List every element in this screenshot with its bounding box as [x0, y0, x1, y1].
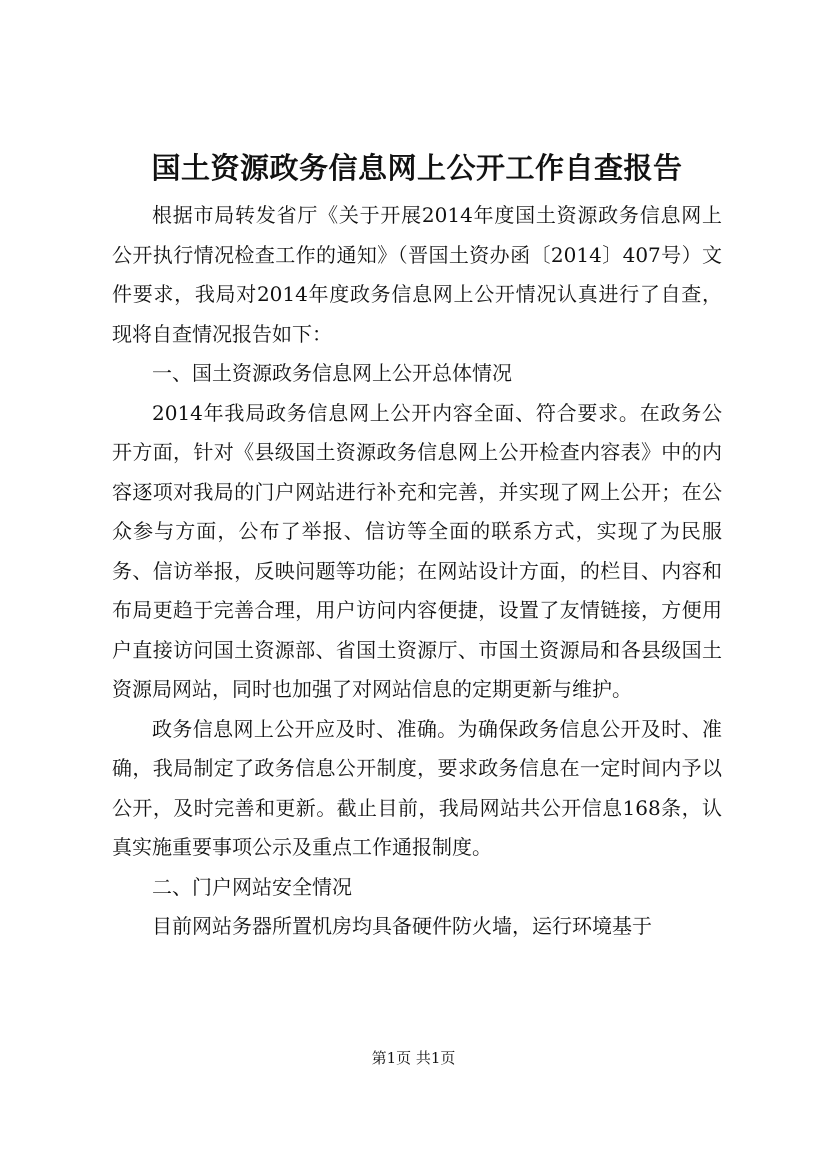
page-number-footer: 第1页 共1页 — [371, 1049, 456, 1067]
section-heading-1: 一、国土资源政务信息网上公开总体情况 — [152, 361, 512, 385]
body-paragraph-3: 目前网站务器所置机房均具备硬件防火墙，运行环境基于 — [152, 914, 652, 938]
document-page — [112, 140, 722, 947]
section-heading-2: 二、门户网站安全情况 — [152, 874, 352, 899]
document-title: 国土资源政务信息网上公开工作自查报告 — [151, 151, 683, 185]
body-paragraph-1: 2014年我局政务信息网上公开内容全面、符合要求。在政务公开方面，针对《县级国土资源政务信息网上公开检查内容表》中的内容逐项对我局的门户网站进行补充和完善，并实现了网上公开；在公众参与方面，公布了举报、信访等全面的联系方式，实现了为民服务、信访举报，反映问题等功能；在网站设计方面，的栏目、内容和布局更趋于完善合理，用户访问内容便捷，设置了友情链接，方便用户直接访问国土资源部、省国土资源厅、市国土资源局和各县级国土资源局网站，同时也加强了对网站信息的定期更新与维护。 — [112, 400, 722, 701]
intro-paragraph: 根据市局转发省厅《关于开展2014年度国土资源政务信息网上公开执行情况检查工作的通知》（晋国土资办函〔2014〕407号）文件要求，我局对2014年度政务信息网上公开情况认真进行了自查，现将自查情况报告如下： — [112, 203, 722, 346]
body-paragraph-2: 政务信息网上公开应及时、准确。为确保政务信息公开及时、准确，我局制定了政务信息公开制度，要求政务信息在一定时间内予以公开，及时完善和更新。截止目前，我局网站共公开信息168条，认真实施重要事项公示及重点工作通报制度。 — [112, 716, 722, 859]
